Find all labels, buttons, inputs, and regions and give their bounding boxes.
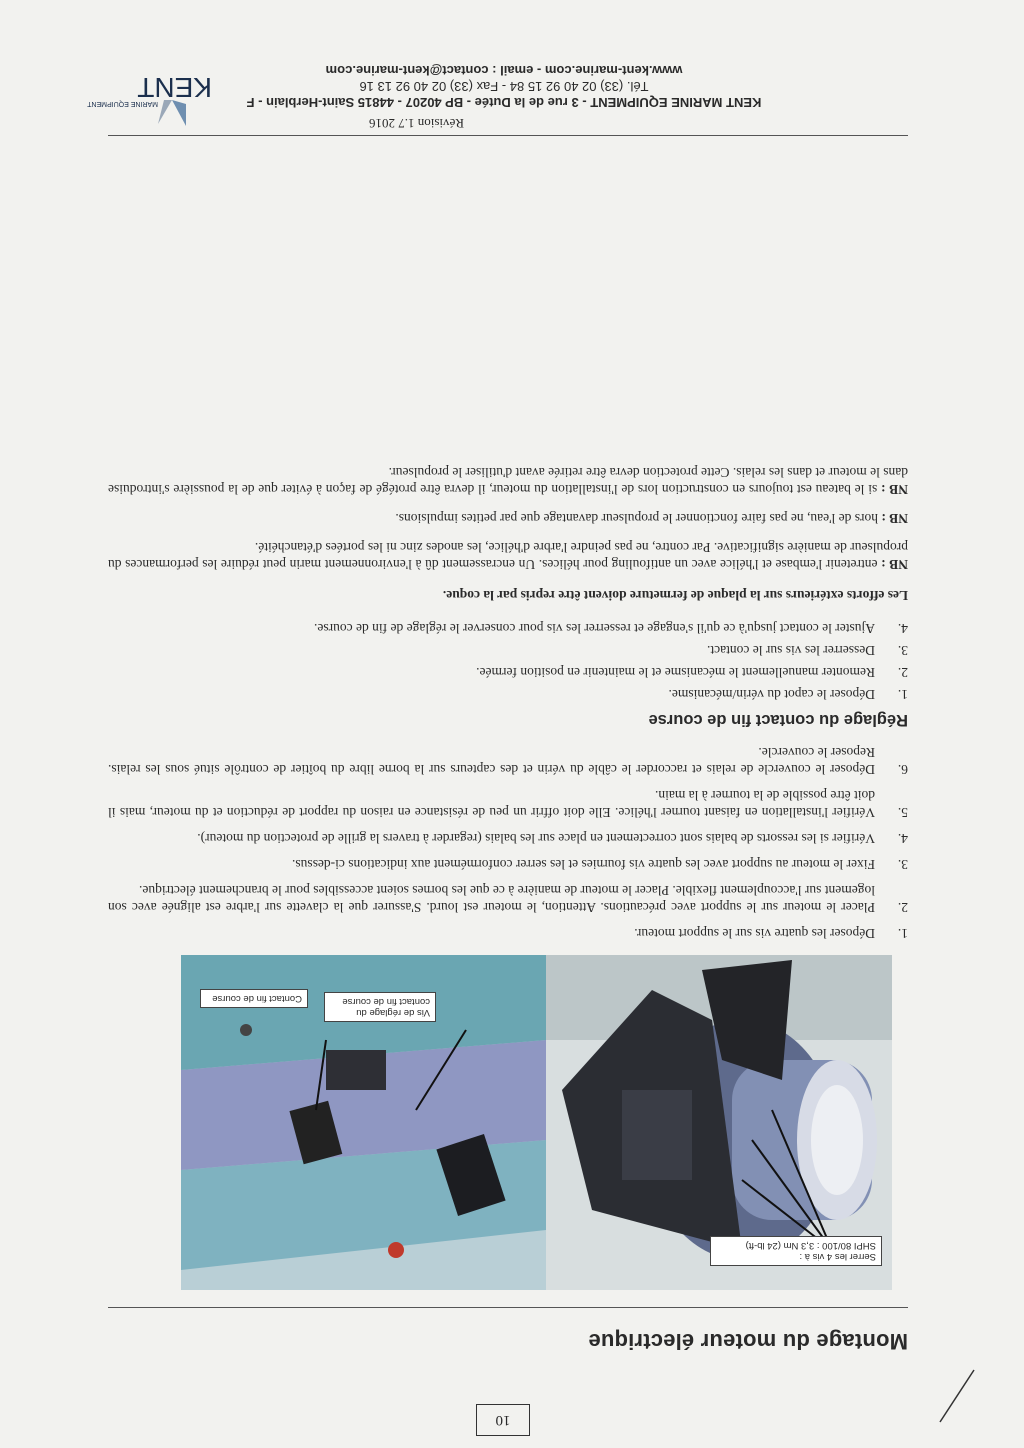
limit-switch-photo [181, 955, 546, 1290]
limit-switch-callout: Contact fin de course [200, 989, 308, 1008]
step-text: Déposer les quatre vis sur le support moteur. [634, 926, 875, 941]
motor-photo [527, 955, 892, 1290]
footer-contact [224, 62, 784, 110]
page-title: Montage du moteur électrique [588, 1329, 908, 1354]
step-item [108, 620, 908, 637]
step-number: 1. [897, 926, 908, 941]
step-item [108, 830, 908, 847]
revision: Révision 1.7 2016 [369, 116, 464, 131]
step-item [108, 787, 908, 821]
step-text: Vérifier l'installation en faisant tourner l'hélice. Elle doit offrir un peu de résistance en raison du rapport de réduction et du moteur, mais il doit être possible de la tourner à la main. [108, 788, 875, 820]
step-text: Vérifier si les ressorts de balais sont correctement en place sur les balais (regarder à travers la grille de protection du moteur). [197, 831, 875, 846]
step-text: Remonter manuellement le mécanisme et le maintenir en position fermée. [476, 665, 875, 680]
step-text: Placer le moteur sur le support avec précautions. Attention, le moteur est lourd. S'assurer que la clavette sur l'arbre est alignée avec son logement sur l'accouplement flexible. Placer le moteur de manière à ce que les bornes soient accessibles pour le branchement électrique. [108, 883, 875, 915]
nb-note [108, 510, 908, 527]
step-item [108, 664, 908, 681]
kent-logo [87, 70, 216, 130]
nb-label: NB : [881, 511, 908, 526]
nb-label: NB : [880, 482, 908, 497]
step-item [108, 744, 908, 778]
step-number: 2. [897, 665, 908, 680]
step-number: 5. [897, 805, 908, 820]
step-text: Fixer le moteur au support avec les quatre vis fournies et les serrer conformément aux indications ci-dessus. [292, 857, 875, 872]
step-number: 4. [897, 621, 908, 636]
step-number: 2. [897, 900, 908, 915]
mounting-steps [108, 744, 908, 942]
step-text: Déposer le capot du vérin/mécanisme. [668, 687, 875, 702]
step-item [108, 686, 908, 703]
step-number: 3. [897, 857, 908, 872]
kent-logo-mark [87, 70, 216, 130]
step-item [108, 925, 908, 942]
step-number: 3. [897, 643, 908, 658]
notes [108, 464, 908, 573]
step-text: Déposer le couvercle de relais et raccorder le câble du vérin et des capteurs sur la borne libre du boîtier de contrôle situé sous les relais. Reposer le couvercle. [108, 745, 875, 777]
company-address: KENT MARINE EQUIPMENT - 3 rue de la Dutée - BP 40207 - 44815 Saint-Herblain - F [246, 95, 762, 110]
step-text: Ajuster le contact jusqu'à ce qu'il s'engage et resserrer les vis pour conserver le réglage de fin de course. [314, 621, 875, 636]
step-number: 4. [897, 831, 908, 846]
step-text: Desserrer les vis sur le contact. [707, 643, 875, 658]
logo-subline: MARINE EQUIPMENT [87, 100, 158, 107]
nb-text: hors de l'eau, ne pas faire fonctionner le propulseur davantage que par petites impulsions. [395, 511, 882, 526]
nb-note [108, 464, 908, 498]
hull-load-note: Les efforts extérieurs sur la plaque de fermeture doivent être repris par la coque. [442, 588, 908, 603]
pen-mark [934, 1366, 984, 1426]
body-text [108, 452, 908, 942]
adjust-screw-callout: Vis de réglage du contact fin de course [324, 992, 436, 1022]
nb-text: si le bateau est toujours en construction lors de l'installation du moteur, il devra être protégé de façon à éviter que de la poussière s'introduise dans le moteur et dans les relais. Cette protection devra être retirée avant d'utiliser le propulseur. [107, 465, 908, 497]
section-heading-contact: Réglage du contact fin de course [648, 711, 908, 729]
footer-rule [108, 135, 908, 136]
torque-callout: Serrer les 4 vis à : SHPI 80/100 : 3,3 Nm (24 lb-ft) [710, 1236, 882, 1266]
contact-steps [108, 620, 908, 703]
header-rule [108, 1307, 908, 1308]
step-item [108, 642, 908, 659]
nb-text: entretenir l'embase et l'hélice avec un antifouling pour hélices. Un encrassement dû à l'environnement marin peut réduire les performances du propulseur de manière significative. Par contre, ne pas peindre l'arbre d'hélice, les anodes zinc ni les portées d'étanchéité. [108, 540, 908, 572]
step-number: 1. [897, 687, 908, 702]
step-item [108, 882, 908, 916]
step-item [108, 856, 908, 873]
company-web: www.kent-marine.com - email : contact@kent-marine.com [325, 63, 683, 78]
logo-wordmark: KENT [137, 72, 212, 103]
step-number: 6. [897, 762, 908, 777]
company-phone: Tél. (33) 02 40 92 15 84 - Fax (33) 02 40 92 13 16 [359, 79, 649, 94]
page-number: 10 [476, 1404, 530, 1436]
nb-label: NB : [881, 557, 908, 572]
nb-note [108, 539, 908, 573]
